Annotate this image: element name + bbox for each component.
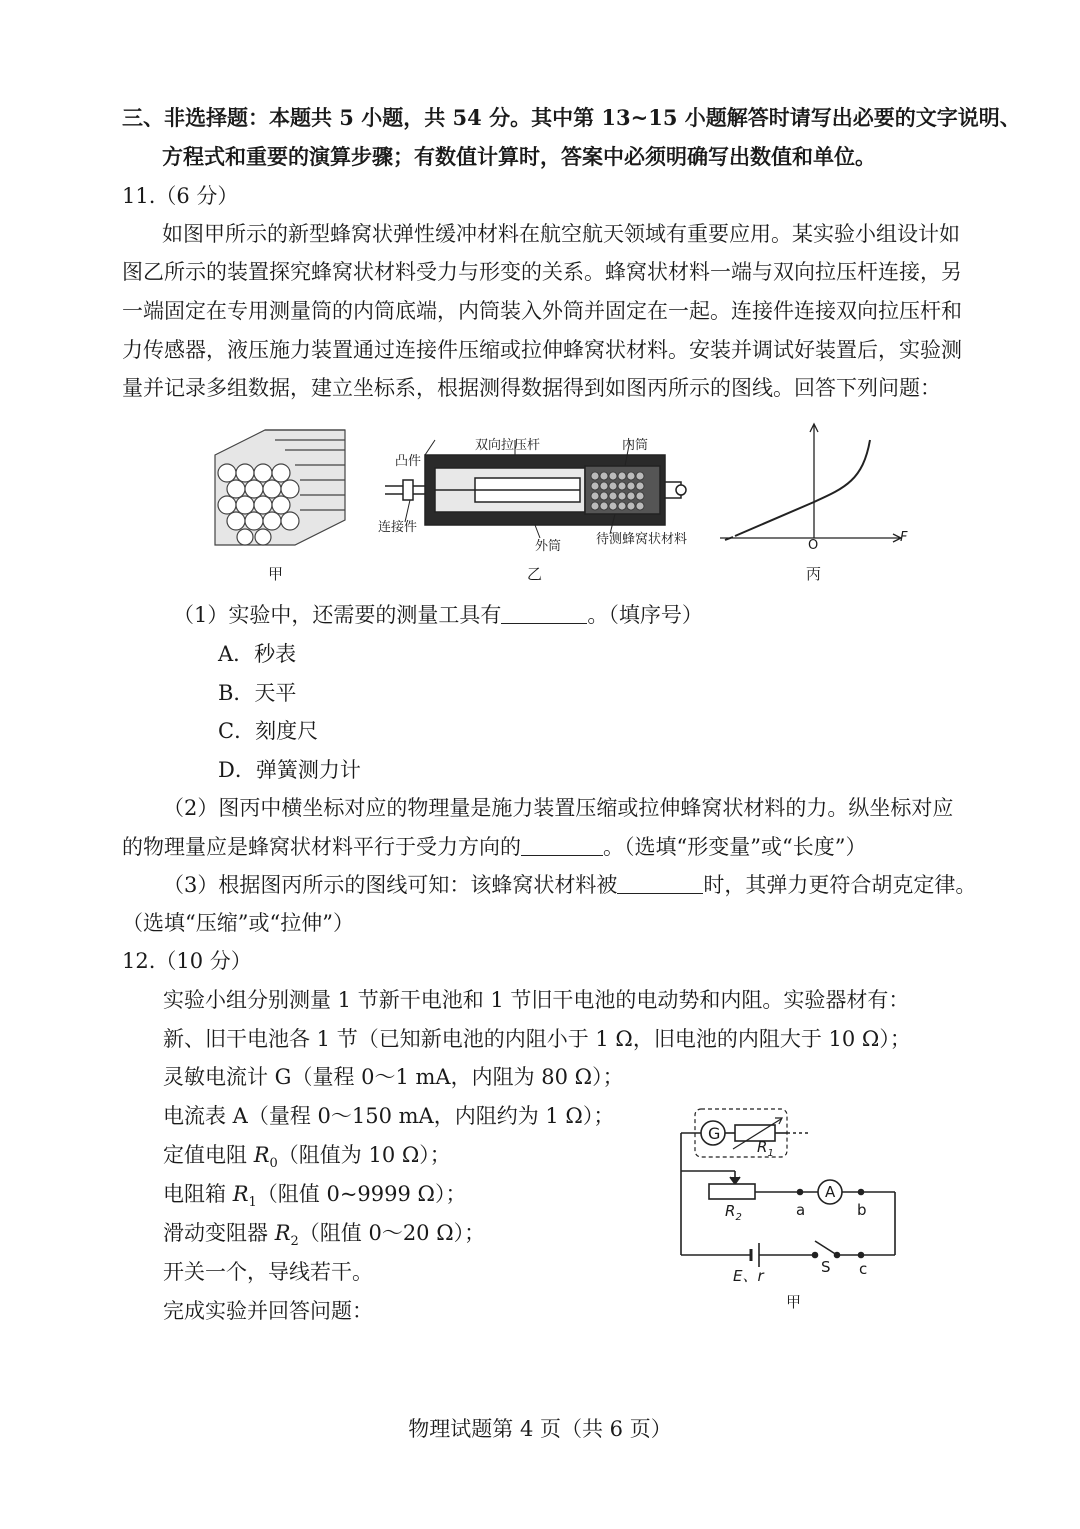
q12-r2-pre: 滑动变阻器 [163, 1221, 275, 1245]
q11-para-line5: 量并记录多组数据，建立坐标系，根据测得数据得到如图丙所示的图线。回答下列问题： [122, 376, 941, 400]
option-a: A．秒表 [218, 642, 297, 666]
graph-figure [715, 420, 915, 550]
q12-r2-line [163, 1218, 485, 1257]
q11-sub3-line1 [163, 870, 976, 900]
label-outer-tube: 外筒 [535, 539, 562, 554]
q11-sub2-line2 [122, 832, 866, 862]
q12-line1: 实验小组分别测量 1 节新干电池和 1 节旧干电池的电动势和内阻。实验器材有： [163, 988, 910, 1012]
q12-r2-sub: 2 [290, 1234, 299, 1250]
circuit-switch-label: S [821, 1258, 831, 1276]
graph-origin-label: O [808, 538, 819, 553]
q12-line3: 灵敏电流计 G（量程 0～1 mA，内阻为 80 Ω）； [163, 1065, 624, 1089]
q11-para-line2: 图乙所示的装置探究蜂窝状材料受力与形变的关系。蜂窝状材料一端与双向拉压杆连接，另 [122, 260, 962, 284]
circuit-node-b: b [857, 1201, 867, 1219]
circuit-node-a: a [796, 1201, 806, 1219]
q12-r0-symbol: R [253, 1143, 270, 1167]
q12-r0-pre: 定值电阻 [163, 1143, 254, 1167]
q12-finish-line: 完成实验并回答问题： [163, 1299, 373, 1323]
label-material: 待测蜂窝状材料 [596, 532, 688, 547]
q12-r0-sub: 0 [269, 1156, 278, 1172]
q11-sub3-suffix: 时，其弹力更符合胡克定律。 [703, 873, 977, 897]
q12-r0-line [163, 1140, 451, 1179]
q11-para-line4: 力传感器，液压施力装置通过连接件压缩或拉伸蜂窝状材料。安装并调试好装置后，实验测 [122, 338, 962, 362]
option-b: B．天平 [218, 681, 297, 705]
q11-sub1 [173, 600, 703, 630]
q11-number: 11.（6 分） [122, 184, 239, 208]
circuit-battery-label: E、r [733, 1267, 764, 1285]
label-connector: 连接件 [378, 520, 418, 535]
q12-r2-symbol: R [274, 1221, 291, 1245]
circuit-ammeter-label: A [825, 1183, 836, 1201]
q11-sub3-answer-blank[interactable] [617, 871, 703, 894]
figure-yi-caption: 乙 [527, 565, 543, 583]
q12-r0-post: （阻值为 10 Ω）； [277, 1143, 451, 1167]
q12-r1-pre: 电阻箱 [163, 1182, 233, 1206]
q11-sub3-line2: （选填“压缩”或“拉伸”） [122, 911, 354, 935]
circuit-r1-symbol: R [757, 1138, 768, 1156]
label-rod: 双向拉压杆 [475, 438, 541, 453]
q12-r1-post: （阻值 0~9999 Ω）； [256, 1182, 467, 1206]
q11-sub1-answer-blank[interactable] [501, 601, 587, 624]
q12-number: 12.（10 分） [122, 949, 252, 973]
circuit-r2-sub: 2 [735, 1212, 742, 1223]
q11-sub1-suffix: 。（填序号） [587, 603, 703, 627]
label-inner-tube: 内筒 [622, 438, 649, 453]
section-header-line2: 方程式和重要的演算步骤；有数值计算时，答案中必须明确写出数值和单位。 [162, 144, 876, 169]
circuit-r2-label [725, 1202, 742, 1223]
q11-sub2-answer-blank[interactable] [521, 833, 603, 856]
q11-sub2-suffix: 。（选填“形变量”或“长度”） [603, 835, 867, 859]
circuit-r1-sub: 1 [767, 1148, 774, 1159]
q11-para-line3: 一端固定在专用测量筒的内筒底端，内筒装入外筒并固定在一起。连接件连接双向拉压杆和 [122, 299, 962, 323]
circuit-r1-label [757, 1138, 774, 1159]
q12-line2: 新、旧干电池各 1 节（已知新电池的内阻小于 1 Ω，旧电池的内阻大于 10 Ω）； [163, 1027, 911, 1051]
q11-sub2-prompt: 的物理量应是蜂窝状材料平行于受力方向的 [122, 835, 521, 859]
option-d: D．弹簧测力计 [218, 758, 361, 782]
q11-para-line1: 如图甲所示的新型蜂窝状弹性缓冲材料在航空航天领域有重要应用。某实验小组设计如 [162, 222, 960, 246]
circuit-node-c: c [859, 1260, 868, 1278]
honeycomb-figure [205, 425, 355, 555]
q12-r2-post: （阻值 0～20 Ω）； [298, 1221, 486, 1245]
q12-line4: 电流表 A（量程 0～150 mA，内阻约为 1 Ω）； [163, 1104, 615, 1128]
q12-r1-symbol: R [232, 1182, 249, 1206]
page-footer: 物理试题第 4 页（共 6 页） [408, 1417, 672, 1441]
label-tujian: 凸件 [395, 454, 422, 469]
q11-sub3-prompt: （3）根据图丙所示的图线可知：该蜂窝状材料被 [163, 873, 618, 897]
option-c: C．刻度尺 [218, 719, 319, 743]
q11-sub1-prompt: （1）实验中，还需要的测量工具有 [173, 603, 502, 627]
figure-bing-caption: 丙 [806, 565, 822, 583]
figure-jia-caption: 甲 [268, 565, 284, 583]
q11-sub2-line1: （2）图丙中横坐标对应的物理量是施力装置压缩或拉伸蜂窝状材料的力。纵坐标对应 [163, 796, 954, 820]
circuit-galvanometer-label: G [708, 1124, 721, 1143]
q12-r1-line [163, 1179, 466, 1218]
section-header-line1: 三、非选择题：本题共 5 小题，共 54 分。其中第 13~15 小题解答时请写出必要的文字说明、 [122, 105, 1021, 130]
q12-r1-sub: 1 [248, 1195, 257, 1211]
circuit-r2-symbol: R [725, 1202, 736, 1220]
graph-x-axis-label: F [900, 530, 908, 545]
circuit-caption: 甲 [786, 1293, 802, 1311]
q12-switch-line: 开关一个，导线若干。 [163, 1260, 373, 1284]
